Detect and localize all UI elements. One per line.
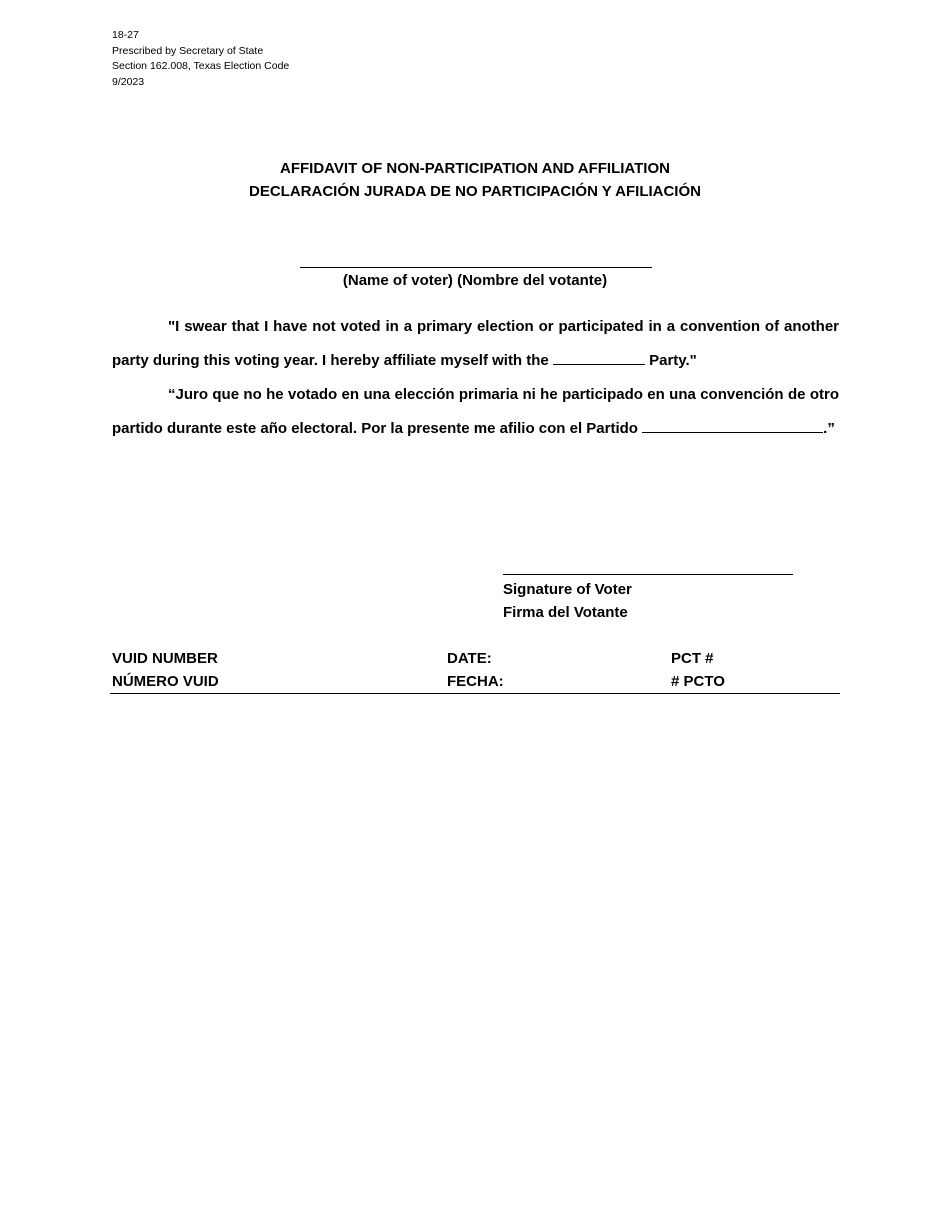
signature-label-english: Signature of Voter [503,581,632,598]
form-title [0,157,950,203]
oath-spanish [112,378,839,446]
oath-spanish-text: “Juro que no he votado en una elección primaria ni he participado en una convención de otro partido durante este año electoral. Por la presente me afilio con el Partido [112,386,839,437]
fields-bottom-rule [110,693,840,694]
title-spanish: DECLARACIÓN JURADA DE NO PARTICIPACIÓN Y AFILIACIÓN [249,183,701,200]
precinct-label-english: PCT # [671,650,714,667]
vuid-field[interactable] [112,647,219,693]
voter-name-line[interactable] [300,267,652,268]
vuid-label-english: VUID NUMBER [112,650,218,667]
precinct-field[interactable] [671,647,725,693]
signature-label [503,578,632,624]
code-section: Section 162.008, Texas Election Code [112,60,290,73]
signature-line[interactable] [503,574,793,575]
party-blank-english[interactable] [553,350,645,365]
oath-spanish-end: .” [823,420,835,437]
form-date: 9/2023 [112,76,145,89]
form-number: 18-27 [112,29,139,41]
oath-english-text: "I swear that I have not voted in a primary election or participated in a convention of another party during this voting year. I hereby affiliate myself with the [112,318,839,369]
oath-english-end: Party." [649,352,697,369]
oath-english [112,310,839,378]
prescribed-by: Prescribed by Secretary of State [112,44,264,57]
date-label-spanish: FECHA: [447,673,504,690]
title-english: AFFIDAVIT OF NON-PARTICIPATION AND AFFILIATION [280,160,670,177]
voter-name-caption: (Name of voter) (Nombre del votante) [342,272,608,289]
signature-label-spanish: Firma del Votante [503,604,628,621]
party-blank-spanish[interactable] [642,418,823,433]
precinct-label-spanish: # PCTO [671,673,725,690]
vuid-label-spanish: NÚMERO VUID [112,673,219,690]
date-field[interactable] [447,647,504,693]
date-label-english: DATE: [447,650,492,667]
form-header-meta [112,28,289,91]
